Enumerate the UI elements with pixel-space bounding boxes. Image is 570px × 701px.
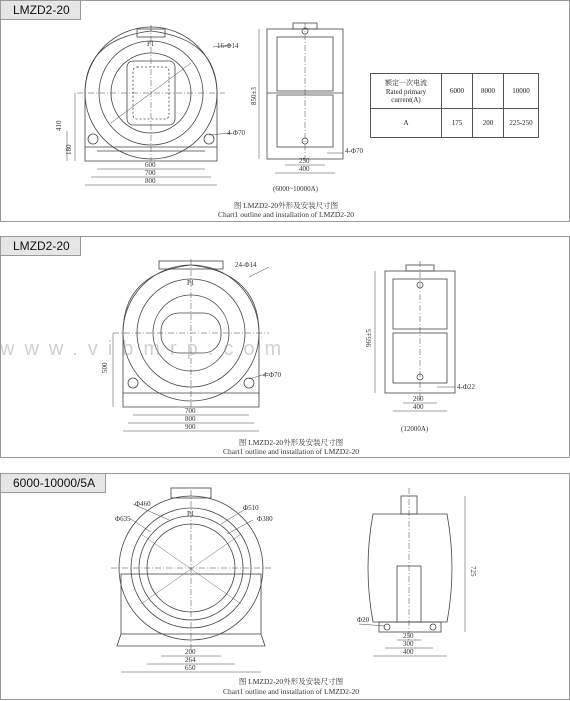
p2-side-height: 965±5	[365, 329, 373, 347]
p3-hole: Φ20	[357, 616, 370, 624]
p2-side-bottom: 4-Φ22	[457, 383, 475, 391]
p1-side-w1: 250	[299, 157, 310, 165]
p2-range: (12000A)	[401, 425, 429, 433]
p3-d460: Φ460	[135, 500, 151, 508]
p2-mount-label: 4-Φ70	[263, 371, 281, 379]
watermark: www.vibmrp.com	[0, 338, 292, 360]
p1-w-outer: 800	[145, 177, 156, 185]
p1-p1-label: P1	[147, 40, 155, 48]
p2-caption-cn: 图 LMZD2-20外形及安装尺寸图	[238, 438, 344, 447]
table-current-8000: 8000	[473, 74, 504, 109]
p3-p1-label: P1	[187, 510, 195, 518]
p1-h-low: 180	[65, 144, 73, 155]
p3-caption-cn: 图 LMZD2-20外形及安装尺寸图	[238, 677, 344, 686]
table-header-en: Rated primary current(A)	[385, 88, 427, 104]
p2-w-outer: 900	[185, 423, 196, 431]
table-row-label: A	[371, 109, 442, 138]
p1-w-mid: 700	[145, 169, 156, 177]
p3-side-w3: 400	[403, 648, 414, 656]
rated-current-table	[370, 73, 539, 138]
diagram-panel-3	[0, 473, 570, 700]
p3-d635: Φ635	[115, 515, 131, 523]
p1-side-w2: 400	[299, 165, 310, 173]
diagram-panel-1	[0, 0, 570, 222]
p2-side-w2: 400	[413, 403, 424, 411]
p2-w-mid: 800	[185, 415, 196, 423]
p1-side-bottom: 4-Φ70	[345, 147, 363, 155]
panel-2-tab: LMZD2-20	[1, 237, 81, 256]
table-header-cell	[371, 74, 442, 109]
p2-hole-label: 24-Φ14	[235, 261, 257, 269]
table-current-6000: 6000	[442, 74, 473, 109]
p2-side-w1: 260	[413, 395, 424, 403]
p2-w-inner: 700	[185, 407, 196, 415]
table-current-10000: 10000	[504, 74, 539, 109]
p3-caption-en: Chart1 outline and installation of LMZD2-20	[222, 687, 360, 696]
p1-range: (6000~10000A)	[273, 185, 319, 193]
p1-h-left: 410	[55, 120, 63, 131]
panel-3-drawing	[1, 474, 570, 701]
p3-side-w1: 250	[403, 632, 414, 640]
p2-p1-label: P1	[187, 279, 195, 287]
p1-caption-cn: 图 LMZD2-20外形及安装尺寸图	[233, 201, 339, 210]
p3-w2: 264	[185, 656, 196, 664]
table-value-225-250: 225-250	[504, 109, 539, 138]
table-header-cn: 额定一次电流	[385, 79, 427, 87]
p2-caption-en: Chart1 outline and installation of LMZD2-20	[222, 447, 360, 456]
p3-w3: 650	[185, 664, 196, 672]
p1-caption-en: Chart1 outline and installation of LMZD2-20	[217, 210, 355, 219]
panel-3-tab: 6000-10000/5A	[1, 474, 106, 493]
p3-d380: Φ380	[257, 515, 273, 523]
table-value-175: 175	[442, 109, 473, 138]
p3-side-outline	[368, 514, 452, 622]
p3-side-height: 725	[469, 566, 477, 577]
panel-1-tab: LMZD2-20	[1, 1, 81, 20]
p1-mount-label: 4-Φ70	[227, 129, 245, 137]
p1-hole-label: 16-Φ14	[217, 42, 239, 50]
p3-d510: Φ510	[243, 504, 259, 512]
p3-side-w2: 300	[403, 640, 414, 648]
p1-side-height: 850±3	[250, 87, 258, 105]
p1-w-inner: 600	[145, 161, 156, 169]
p2-h-left: 500	[101, 362, 109, 373]
table-value-200: 200	[473, 109, 504, 138]
p3-w1: 200	[185, 648, 196, 656]
